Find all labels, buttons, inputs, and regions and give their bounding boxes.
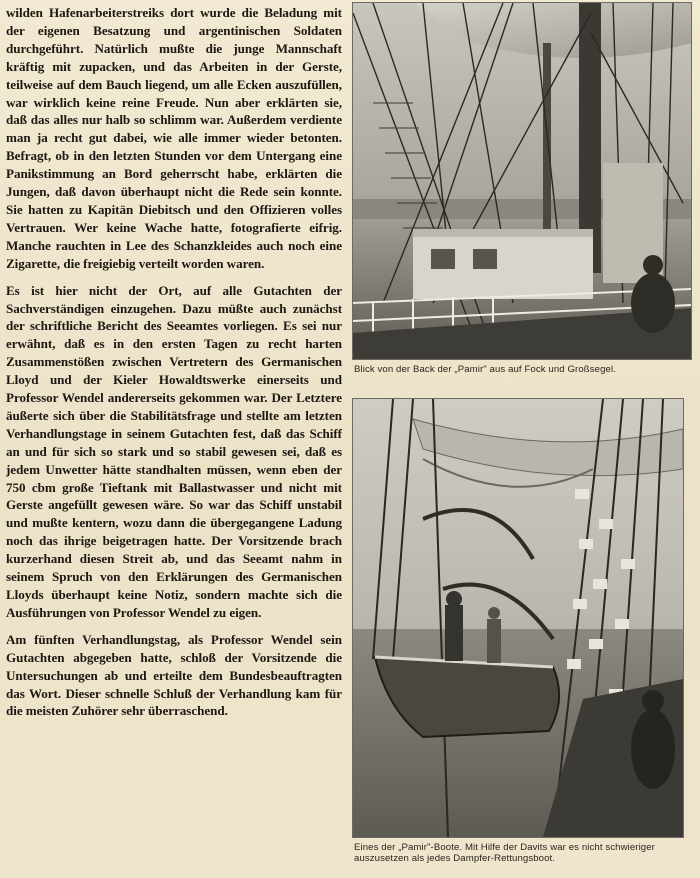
photo-forecastle-sails: [352, 2, 692, 360]
article-paragraph: Es ist hier nicht der Ort, auf alle Gutachten der Sachverständigen einzugehen. Dazu müßte auch zunächst der schriftliche Bericht des Seeamtes vorliegen. Es sei nur erwähnt, daß es in den ersten Tagen zu recht harten Zusammenstößen zwischen Vertretern des Germanischen Lloyd und der Kieler Howaldtswerke einerseits und Professor Wendel andererseits gekommen war. Der Letztere äußerte sich über die Stabilitätsfrage und stellte am letzten Verhandlungstage in seinem Gutachten fest, daß das Schiff an und für sich so stark und so stabil gewesen sei, daß es jedem Unwetter hätte standhalten müssen, wenn eben der 750 cbm große Tieftank mit Ballastwasser und nicht mit Gerste angefüllt gewesen wäre. So war das Schiff unstabil und mußte kentern, wozu dann die übergegangene Ladung noch das ihrige beigetragen hatte. Der Vorsitzende brach kurzerhand diesen Streit ab, und das Seeamt nahm in seinem Spruch von den Erklärungen des Germanischen Lloyds überhaupt keine Notiz, sondern machte sich die Ausführungen von Professor Wendel zu eigen.: [6, 282, 342, 620]
article-paragraph: wilden Hafenarbeiterstreiks dort wurde die Beladung mit der eigenen Besatzung und argentinischen Soldaten durchgeführt. Natürlich mußte die junge Mannschaft kräftig mit zupacken, und das Arbeiten in der Gerste, teilweise auf dem Bauch liegend, um alle Ecken auszufüllen, war wirklich keine reine Freude. Nun aber erklärten sie, daß das alles nur halb so schlimm war. Außerdem verdiente man ja recht gut dabei, wie alle immer wieder betonten. Befragt, ob in den letzten Stunden vor dem Untergang eine Panikstimmung an Bord geherrscht habe, erklärten die Jungen, daß davon überhaupt nicht die Rede sein konnte. Sie hatten zu Kapitän Diebitsch und den Offizieren volles Vertrauen. Wer keine Wache hatte, fotografierte eifrig. Manche rauchten in Lee des Schanzkleides auch noch eine Zigarette, die freigiebig verteilt worden waren.: [6, 5, 342, 271]
photo-lifeboat: [352, 398, 684, 838]
article-paragraph: Am fünften Verhandlungstag, als Professor Wendel sein Gutachten abgegeben hatte, schloß der Vorsitzende die Untersuchungen ab und erteilte dem Bundesbeauftragten das Wort. Dieser schnelle Schluß der Verhandlung kam für die meisten Zuhörer sehr überraschend.: [6, 631, 342, 719]
photo-caption: Eines der „Pamir"-Boote. Mit Hilfe der Davits war es nicht schwieriger auszusetzen als jedes Dampfer-Rettungsboot.: [354, 842, 655, 865]
photo-caption: Blick von der Back der „Pamir" aus auf Fock und Großsegel.: [354, 364, 616, 375]
article-text-column: [6, 4, 342, 729]
